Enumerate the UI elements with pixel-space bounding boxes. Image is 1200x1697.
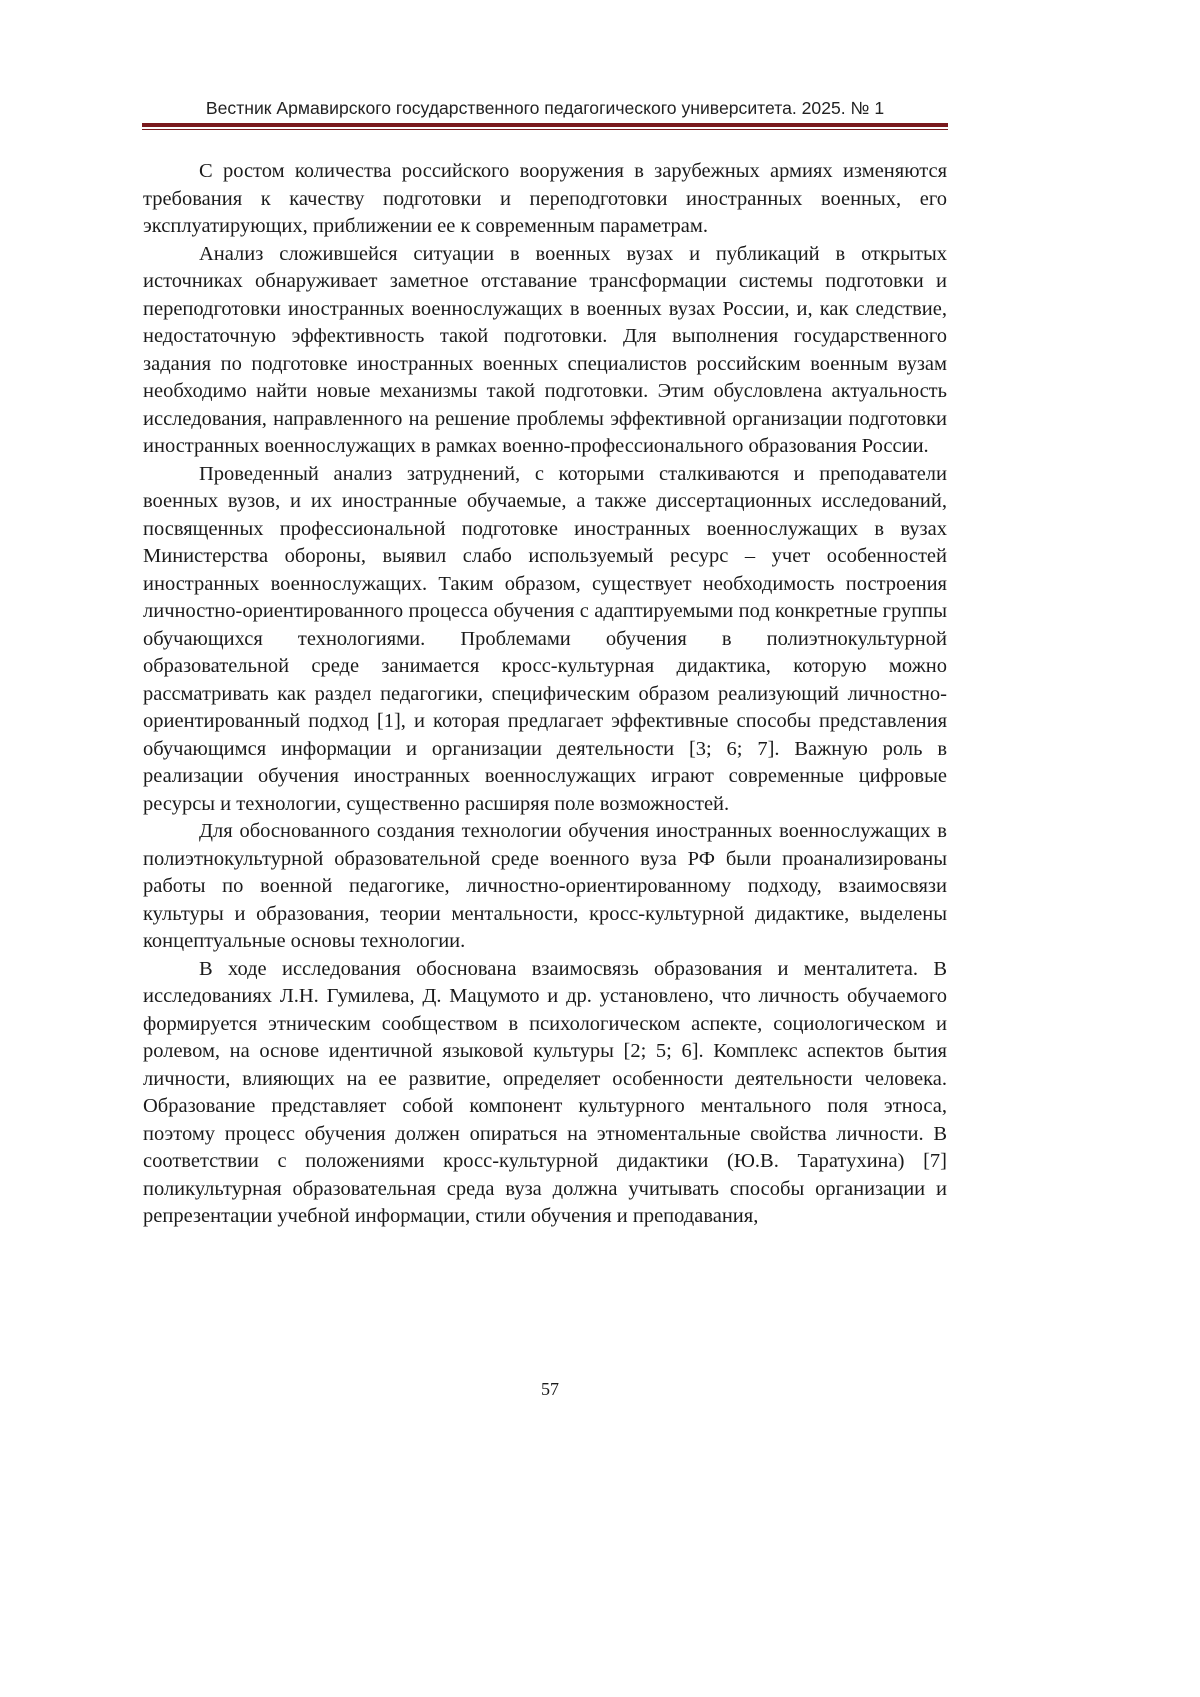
body-paragraph-2: Анализ сложившейся ситуации в военных вузах и публикаций в открытых источниках обнаруживает заметное отставание трансформации системы подготовки и переподготовки иностранных военнослужащих в военных вузах России, и, как следствие, недостаточную эффективность такой подготовки. Для выполнения государственного задания по подготовке иностранных военных специалистов российским военным вузам необходимо найти новые механизмы такой подготовки. Этим обусловлена актуальность исследования, направленного на решение проблемы эффективной организации подготовки иностранных военнослужащих в рамках военно-профессионального образования России. xyxy=(143,241,947,461)
body-paragraph-4: Для обоснованного создания технологии обучения иностранных военнослужащих в полиэтнокультурной образовательной среде военного вуза РФ были проанализированы работы по военной педагогике, личностно-ориентированному подходу, взаимосвязи культуры и образования, теории ментальности, кросс-культурной дидактике, выделены концептуальные основы технологии. xyxy=(143,818,947,956)
body-paragraph-5: В ходе исследования обоснована взаимосвязь образования и менталитета. В исследованиях Л.Н. Гумилева, Д. Мацумото и др. установлено, что личность обучаемого формируется этническим сообществом в психологическом аспекте, социологическом и ролевом, на основе идентичной языковой культуры [2; 5; 6]. Комплекс аспектов бытия личности, влияющих на ее развитие, определяет особенности деятельности человека. Образование представляет собой компонент культурного ментального поля этноса, поэтому процесс обучения должен опираться на этноментальные свойства личности. В соответствии с положениями кросс-культурной дидактики (Ю.В. Таратухина) [7] поликультурная образовательная среда вуза должна учитывать способы организации и репрезентации учебной информации, стили обучения и преподавания, xyxy=(143,956,947,1231)
journal-running-header: Вестник Армавирского государственного педагогического университета. 2025. № 1 xyxy=(142,96,948,120)
body-paragraph-1: С ростом количества российского вооружения в зарубежных армиях изменяются требования к качеству подготовки и переподготовки иностранных военных, его эксплуатирующих, приближении ее к современным параметрам. xyxy=(143,158,947,241)
body-paragraph-3: Проведенный анализ затруднений, с которыми сталкиваются и преподаватели военных вузов, и их иностранные обучаемые, а также диссертационных исследований, посвященных профессиональной подготовке иностранных военнослужащих в вузах Министерства обороны, выявил слабо используемый ресурс – учет особенностей иностранных военнослужащих. Таким образом, существует необходимость построения личностно-ориентированного процесса обучения с адаптируемыми под конкретные группы обучающихся технологиями. Проблемами обучения в полиэтнокультурной образовательной среде занимается кросс-культурная дидактика, которую можно рассматривать как раздел педагогики, специфическим образом реализующий личностно-ориентированный подход [1], и которая предлагает эффективные способы представления обучающимся информации и организации деятельности [3; 6; 7]. Важную роль в реализации обучения иностранных военнослужащих играют современные цифровые ресурсы и технологии, существенно расширяя поле возможностей. xyxy=(143,461,947,819)
header-rule-thin xyxy=(142,129,948,130)
header-rule-thick xyxy=(142,123,948,127)
page-number: 57 xyxy=(500,1377,600,1401)
article-body xyxy=(143,158,947,1231)
document-page xyxy=(0,0,1200,1697)
